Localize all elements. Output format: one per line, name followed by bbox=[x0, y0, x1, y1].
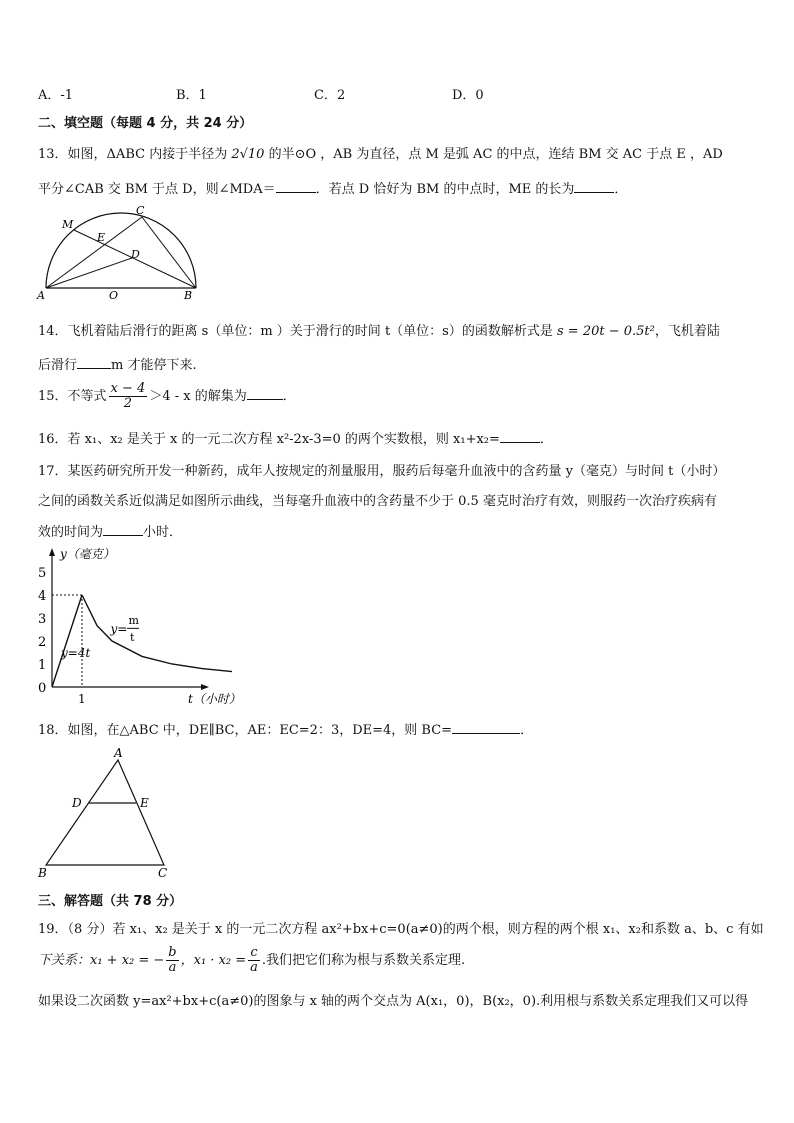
option-c: C．2 bbox=[314, 88, 346, 103]
y-tick-label: 3 bbox=[38, 612, 47, 627]
q19-fraction-b-a: $\frac{b}{a}$ bbox=[168, 945, 177, 975]
x-tick-label: 1 bbox=[78, 692, 86, 706]
q19-line3: 如果设二次函数 y=ax²+bx+c(a≠0)的图象与 x 轴的两个交点为 A(x₁，0)，B(x₂，0).利用根与系数关系定理我们又可以得 bbox=[38, 994, 749, 1009]
answer-blank bbox=[500, 430, 540, 443]
q17-line1: 17．某医药研究所开发一种新药，成年人按规定的剂量服用，服药后每毫升血液中的含药量 y（毫克）与时间 t（小时） bbox=[38, 464, 726, 479]
option-b: B．1 bbox=[176, 88, 207, 103]
svg-text:A: A bbox=[114, 746, 123, 760]
y-axis-arrow bbox=[49, 548, 55, 556]
q19-line1: 19．（8 分）若 x₁、x₂ 是关于 x 的一元二次方程 ax²+bx+c=0(a≠0)的两个根，则方程的两个根 x₁、x₂和系数 a、b、c 有如 bbox=[38, 922, 764, 937]
option-d: D．0 bbox=[452, 88, 484, 103]
svg-text:E: E bbox=[97, 231, 106, 244]
q18-triangle-figure bbox=[34, 746, 174, 880]
section3-title: 三、解答题（共 78 分） bbox=[38, 894, 183, 909]
answer-blank bbox=[77, 356, 111, 369]
y-axis-label: y（毫克） bbox=[60, 547, 115, 561]
answer-blank bbox=[103, 523, 143, 536]
curve-label-denominator: t bbox=[130, 631, 135, 644]
q13-line2: 平分∠CAB 交 BM 于点 D，则∠MDA＝ ．若点 D 恰好为 BM 的中点时，ME 的长为 ． bbox=[38, 182, 628, 197]
y-tick-label: 5 bbox=[38, 566, 47, 581]
svg-text:B: B bbox=[38, 866, 47, 880]
q19-line2: 下关系：x₁ + x₂ = − $\frac{b}{a}$ ，x₁ · x₂ = $\frac{c}{a}$ .我们把它们称为根与系数关系定理. bbox=[38, 945, 466, 975]
drug-concentration-chart bbox=[30, 544, 260, 710]
q14-formula: s = 20t − 0.5t² bbox=[556, 324, 655, 339]
series-linear-label: y=4t bbox=[61, 646, 91, 661]
x-axis-arrow bbox=[201, 684, 209, 690]
q13-radius: 2√10 bbox=[231, 147, 265, 162]
option-a: A．-1 bbox=[38, 88, 74, 103]
series-linear-line bbox=[52, 595, 82, 687]
q18-line: 18．如图，在△ABC 中，DE∥BC，AE：EC=2：3，DE=4，则 BC= ． bbox=[38, 723, 534, 738]
curve-label-numerator: m bbox=[128, 613, 139, 627]
q13-line1: 13．如图，ΔABC 内接于半径为 2√10 的半⊙O ，AB 为直径，点 M 是弧 AC 的中点，连结 BM 交 AC 于点 E ，AD bbox=[38, 147, 723, 162]
svg-text:D: D bbox=[72, 796, 82, 810]
q14-line2: 后滑行 m 才能停下来. bbox=[38, 358, 197, 373]
svg-text:E: E bbox=[140, 796, 149, 810]
y-tick-label: 0 bbox=[38, 681, 47, 696]
svg-text:M: M bbox=[62, 218, 74, 231]
svg-text:A: A bbox=[37, 289, 45, 302]
svg-text:O: O bbox=[109, 289, 119, 302]
answer-blank bbox=[452, 721, 520, 734]
answer-blank bbox=[574, 180, 614, 193]
svg-text:D: D bbox=[131, 248, 140, 261]
q14-line1: 14．飞机着陆后滑行的距离 s（单位：m ）关于滑行的时间 t（单位：s）的函数解析式是 s = 20t − 0.5t²，飞机着陆 bbox=[38, 324, 720, 339]
q15-fraction: $\frac{x - 4}{2}$ bbox=[110, 381, 146, 411]
y-tick-label: 2 bbox=[38, 635, 47, 650]
curve-label-y: y= bbox=[110, 621, 128, 636]
svg-text:C: C bbox=[136, 204, 145, 217]
q17-line3: 效的时间为 小时． bbox=[38, 525, 183, 540]
q19-fraction-c-a: $\frac{c}{a}$ bbox=[250, 945, 258, 975]
series-inverse-curve bbox=[82, 595, 232, 672]
x-axis-label: t（小时） bbox=[188, 692, 241, 706]
svg-text:B: B bbox=[184, 289, 193, 302]
section2-title: 二、填空题（每题 4 分，共 24 分） bbox=[38, 116, 253, 131]
svg-text:C: C bbox=[158, 866, 168, 880]
y-tick-label: 4 bbox=[38, 589, 47, 604]
answer-blank bbox=[276, 180, 316, 193]
q16-line: 16．若 x₁、x₂ 是关于 x 的一元二次方程 x²-2x-3=0 的两个实数根，则 x₁+x₂= ． bbox=[38, 432, 553, 447]
q13-semicircle-figure bbox=[34, 200, 204, 304]
q15-line: 15．不等式 $\frac{x - 4}{2}$ ＞4 - x 的解集为 ． bbox=[38, 381, 296, 411]
answer-blank bbox=[247, 387, 283, 400]
y-tick-label: 1 bbox=[38, 658, 47, 673]
q17-line2: 之间的函数关系近似满足如图所示曲线，当每毫升血液中的含药量不少于 0.5 毫克时治疗有效，则服药一次治疗疾病有 bbox=[38, 494, 717, 509]
